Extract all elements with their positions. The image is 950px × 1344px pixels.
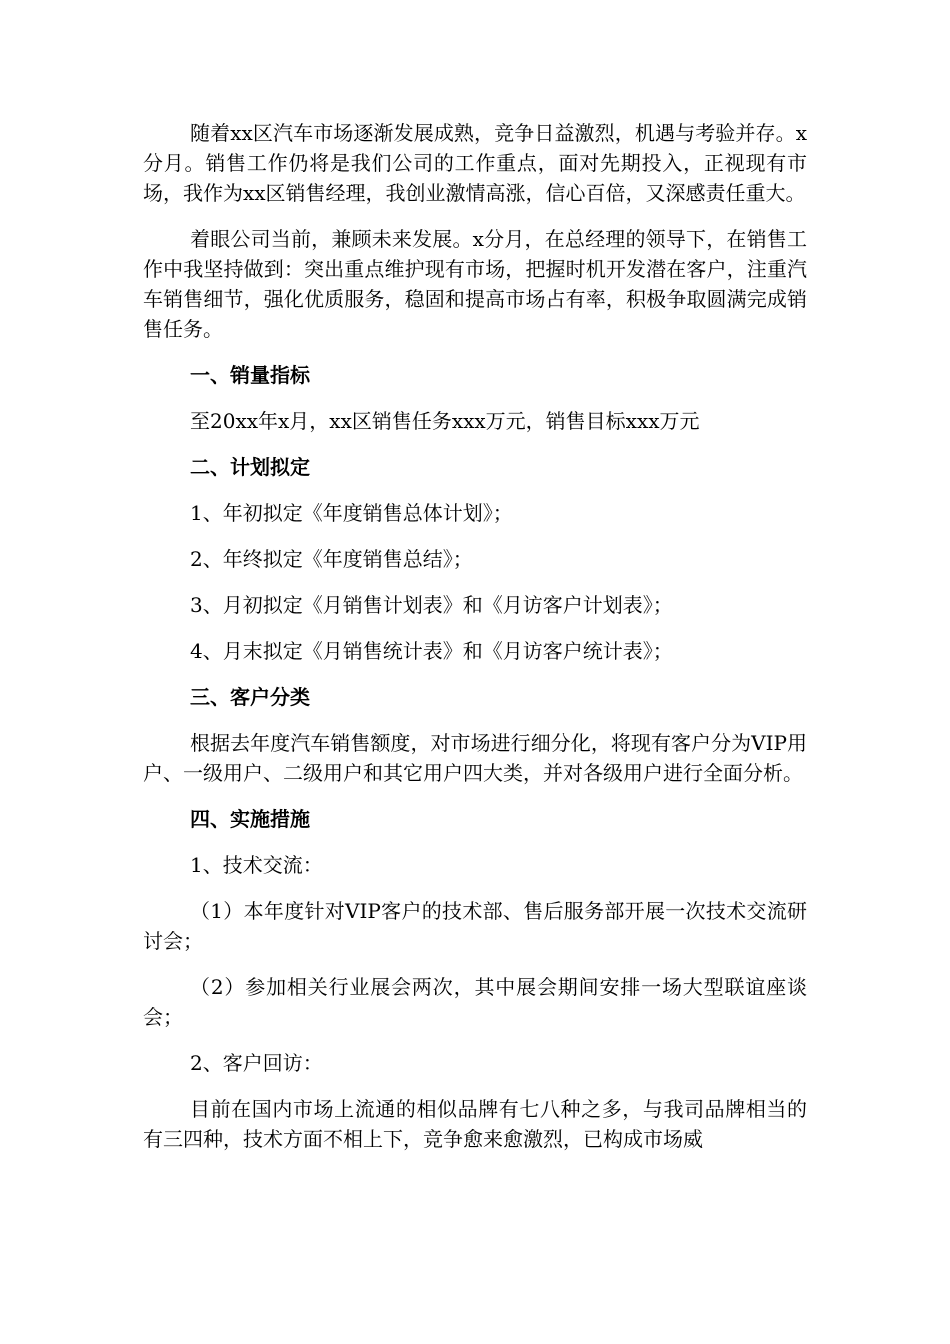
measures-item-1: （1）本年度针对VIP客户的技术部、售后服务部开展一次技术交流研讨会； bbox=[143, 899, 807, 953]
customer-classification-text: 根据去年度汽车销售额度，对市场进行细分化，将现有客户分为VIP用户、一级用户、二级用户和其它用户四大类，并对各级用户进行全面分析。 bbox=[143, 731, 807, 785]
plan-item-2: 2、年终拟定《年度销售总结》； bbox=[190, 547, 473, 571]
plan-item-4: 4、月末拟定《月销售统计表》和《月访客户统计表》； bbox=[190, 639, 673, 663]
sales-target-text: 至20xx年x月，xx区销售任务xxx万元，销售目标xxx万元 bbox=[190, 409, 700, 433]
section-heading-measures: 四、实施措施 bbox=[190, 807, 310, 831]
section-heading-sales-target: 一、销量指标 bbox=[190, 363, 310, 387]
intro-paragraph-2: 着眼公司当前，兼顾未来发展。x分月，在总经理的领导下，在销售工作中我坚持做到：突出重点维护现有市场，把握时机开发潜在客户，注重汽车销售细节，强化优质服务，稳固和提高市场占有率，积极争取圆满完成销售任务。 bbox=[143, 227, 807, 341]
section-heading-plan: 二、计划拟定 bbox=[190, 455, 310, 479]
document-page bbox=[143, 118, 807, 1170]
plan-item-1: 1、年初拟定《年度销售总体计划》； bbox=[190, 501, 513, 525]
measures-item-2: （2）参加相关行业展会两次，其中展会期间安排一场大型联谊座谈会； bbox=[143, 975, 807, 1029]
plan-item-3: 3、月初拟定《月销售计划表》和《月访客户计划表》； bbox=[190, 593, 673, 617]
intro-paragraph-1: 随着xx区汽车市场逐渐发展成熟，竞争日益激烈，机遇与考验并存。x分月。销售工作仍将是我们公司的工作重点，面对先期投入，正视现有市场，我作为xx区销售经理，我创业激情高涨，信心百倍，又深感责任重大。 bbox=[143, 121, 807, 205]
measures-subheading-tech-exchange: 1、技术交流： bbox=[190, 853, 323, 877]
measures-visit-text: 目前在国内市场上流通的相似品牌有七八种之多，与我司品牌相当的有三四种，技术方面不相上下，竞争愈来愈激烈，已构成市场威 bbox=[143, 1097, 807, 1151]
section-heading-customer-classification: 三、客户分类 bbox=[190, 685, 310, 709]
measures-subheading-customer-visit: 2、客户回访： bbox=[190, 1051, 323, 1075]
